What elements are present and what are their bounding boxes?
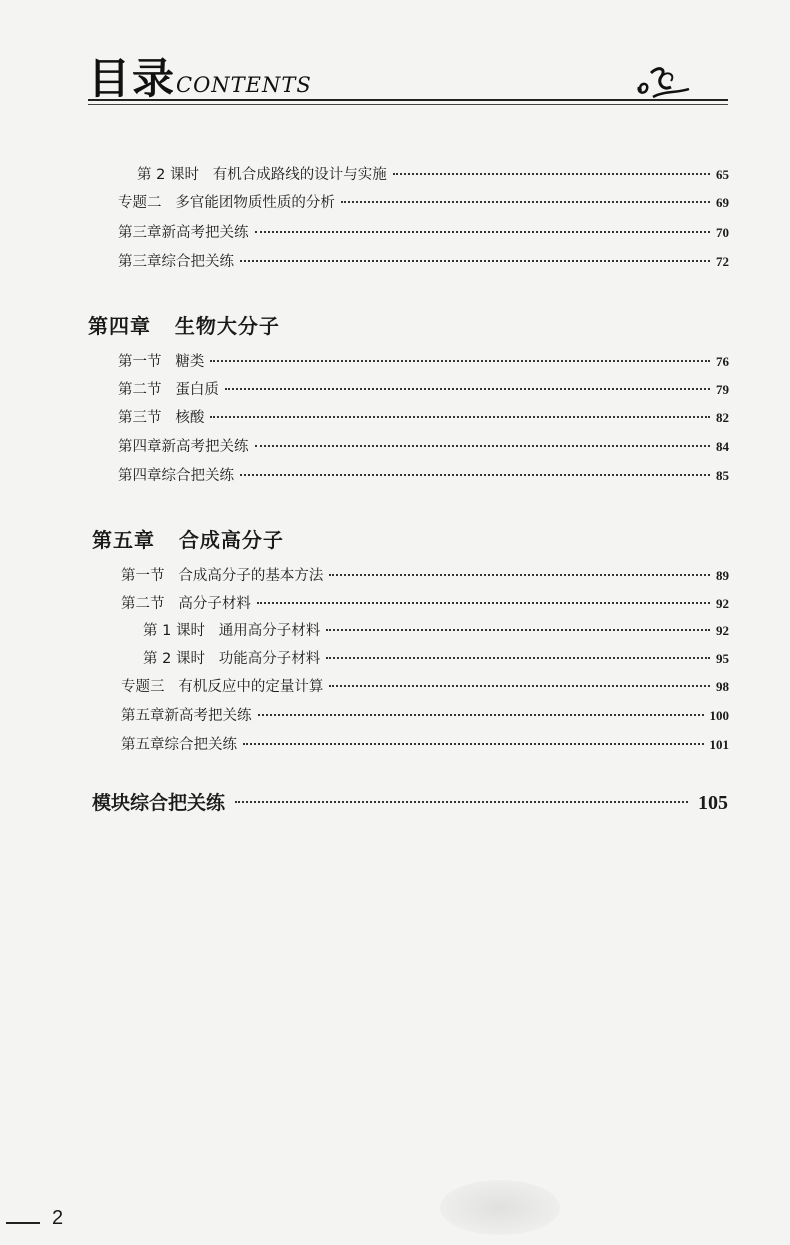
leader-dots	[235, 801, 688, 803]
leader-dots	[329, 574, 710, 576]
footer-rule	[6, 1222, 40, 1224]
toc-entry-label: 第三章综合把关练	[118, 254, 234, 270]
toc-entry-label: 第三章新高考把关练	[118, 225, 249, 241]
toc-entry[interactable]	[121, 566, 729, 586]
toc-entry[interactable]	[118, 223, 729, 243]
leader-dots	[257, 602, 710, 604]
page-number: 2	[52, 1207, 64, 1229]
toc-entry-page: 92	[716, 596, 729, 611]
toc-final-label: 模块综合把关练	[92, 792, 226, 814]
toc-entry-page: 100	[709, 708, 729, 723]
toc-entry-label: 第 2 课时 有机合成路线的设计与实施	[137, 167, 387, 183]
leader-dots	[326, 629, 710, 631]
toc-entry-page: 98	[716, 679, 729, 694]
toc-entry[interactable]	[118, 193, 729, 213]
toc-entry-label: 第三节 核酸	[118, 410, 205, 426]
leader-dots	[243, 743, 704, 745]
leader-dots	[258, 714, 704, 716]
toc-entry[interactable]	[143, 621, 729, 641]
toc-entry-label: 第四章新高考把关练	[118, 439, 249, 455]
toc-entry[interactable]	[137, 165, 729, 185]
toc-entry-label: 第 1 课时 通用高分子材料	[143, 623, 321, 639]
toc-entry-page: 72	[716, 254, 729, 269]
leader-dots	[210, 416, 710, 418]
leader-dots	[329, 685, 710, 687]
toc-entry-label: 专题二 多官能团物质性质的分析	[118, 195, 335, 211]
toc-entry-label: 第五章综合把关练	[121, 737, 237, 753]
toc-entry-page: 65	[716, 167, 729, 182]
chapter-heading[interactable]: 第五章 合成高分子	[92, 528, 284, 552]
toc-entry[interactable]	[118, 466, 729, 486]
toc-entry-page: 92	[716, 623, 729, 638]
leader-dots	[326, 657, 710, 659]
toc-entry-label: 第二节 高分子材料	[121, 596, 251, 612]
toc-entry-label: 第一节 糖类	[118, 354, 205, 370]
toc-entry-page: 70	[716, 225, 729, 240]
leader-dots	[225, 388, 710, 390]
page-subtitle: CONTENTS	[176, 73, 312, 97]
toc-entry-page: 69	[716, 195, 729, 210]
leader-dots	[255, 231, 711, 233]
toc-entry-page: 84	[716, 439, 729, 454]
flourish-logo-icon	[633, 61, 693, 103]
chapter-heading[interactable]: 第四章 生物大分子	[88, 314, 280, 338]
toc-entry-label: 专题三 有机反应中的定量计算	[121, 679, 324, 695]
toc-entry[interactable]	[121, 594, 729, 614]
toc-entry-page: 85	[716, 468, 729, 483]
toc-entry[interactable]	[121, 735, 729, 755]
toc-entry[interactable]	[118, 437, 729, 457]
leader-dots	[240, 474, 710, 476]
toc-final-page: 105	[698, 792, 728, 814]
toc-entry-label: 第二节 蛋白质	[118, 382, 219, 398]
page-title: 目录	[88, 54, 177, 103]
toc-entry-page: 82	[716, 410, 729, 425]
toc-entry-page: 101	[709, 737, 729, 752]
toc-entry[interactable]	[118, 352, 729, 372]
leader-dots	[255, 445, 711, 447]
toc-entry[interactable]	[118, 380, 729, 400]
toc-entry-label: 第四章综合把关练	[118, 468, 234, 484]
leader-dots	[210, 360, 710, 362]
header-rule	[88, 99, 728, 101]
toc-final-entry[interactable]	[92, 790, 728, 816]
toc-entry-page: 89	[716, 568, 729, 583]
toc-entry[interactable]	[121, 677, 729, 697]
toc-entry[interactable]	[118, 252, 729, 272]
toc-entry[interactable]	[118, 408, 729, 428]
leader-dots	[341, 201, 710, 203]
leader-dots	[393, 173, 710, 175]
toc-header	[88, 55, 728, 105]
leader-dots	[240, 260, 710, 262]
toc-entry-label: 第 2 课时 功能高分子材料	[143, 651, 321, 667]
toc-entry-page: 79	[716, 382, 729, 397]
toc-entry-label: 第五章新高考把关练	[121, 708, 252, 724]
toc-entry-page: 95	[716, 651, 729, 666]
toc-entry[interactable]	[121, 706, 729, 726]
scan-smudge	[440, 1180, 560, 1235]
toc-entry-label: 第一节 合成高分子的基本方法	[121, 568, 324, 584]
header-rule-thin	[88, 104, 728, 105]
toc-entry-page: 76	[716, 354, 729, 369]
toc-entry[interactable]	[143, 649, 729, 669]
